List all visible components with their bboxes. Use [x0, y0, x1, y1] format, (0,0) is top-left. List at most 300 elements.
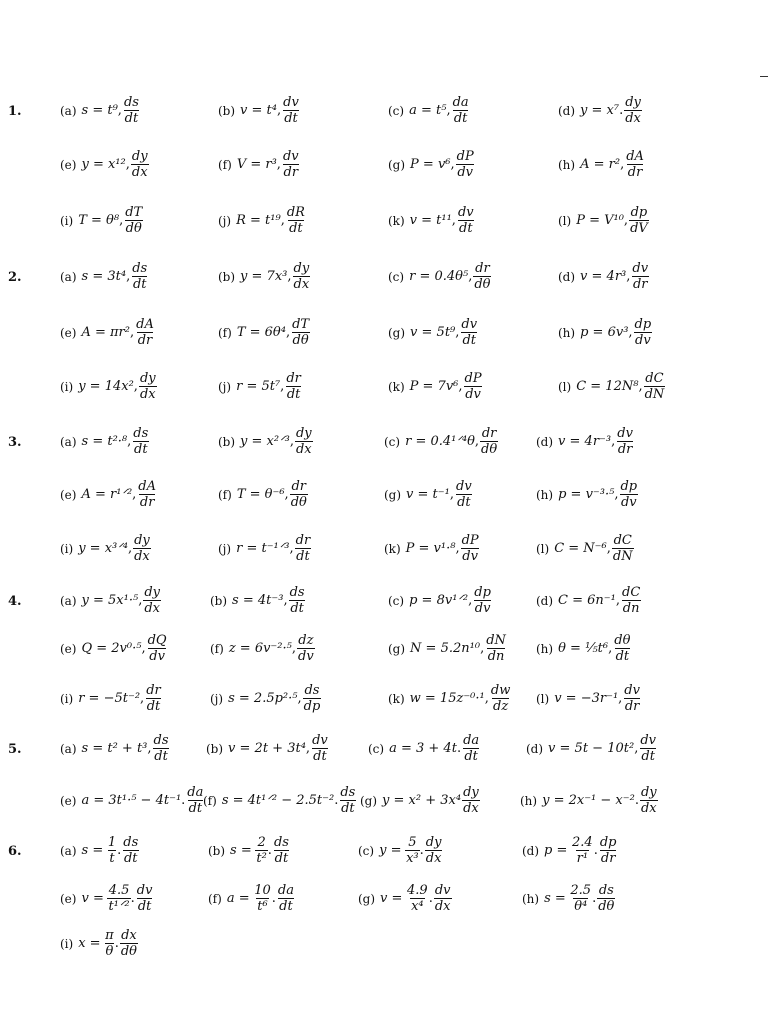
function-fraction-numerator: 2.4	[572, 835, 593, 850]
separator: ,	[141, 641, 146, 656]
derivative-fraction	[135, 318, 155, 347]
function-expression: A = r²	[580, 157, 621, 172]
separator: ,	[458, 379, 463, 394]
derivative-fraction-denominator: dx	[293, 277, 310, 292]
function-expression: v = −3r⁻¹	[554, 691, 619, 706]
separator: ,	[117, 103, 122, 118]
separator: .	[117, 843, 122, 858]
function-expression	[227, 884, 272, 913]
item-label: (k)	[388, 379, 405, 394]
exercise-item	[388, 684, 511, 713]
derivative-fraction-denominator: dt	[615, 649, 630, 664]
function-expression: R = t¹⁹	[236, 213, 281, 228]
derivative-fraction-denominator: dt	[457, 495, 471, 510]
function-expression: p = v⁻³·⁵	[558, 487, 615, 502]
item-label: (d)	[558, 103, 576, 118]
item-label: (f)	[203, 793, 217, 808]
exercise-item	[218, 96, 300, 125]
derivative-fraction	[460, 318, 478, 347]
exercise-item	[558, 206, 649, 235]
margin-mark	[760, 76, 768, 77]
exercise-item	[218, 318, 310, 347]
derivative-fraction-numerator: dC	[645, 371, 664, 386]
derivative-fraction-denominator: dx	[131, 165, 148, 180]
derivative-fraction-numerator: dp	[599, 835, 617, 850]
derivative-fraction-denominator: dθ	[598, 899, 615, 914]
function-expression: v = 5t − 10t²	[548, 741, 635, 756]
derivative-fraction	[290, 480, 308, 509]
function-expression: s = 3t⁴	[81, 269, 127, 284]
item-label: (h)	[536, 487, 554, 502]
derivative-fraction-denominator: dθ	[290, 495, 307, 510]
item-label: (g)	[360, 793, 378, 808]
derivative-fraction	[425, 836, 443, 865]
derivative-fraction-denominator: dt	[459, 221, 473, 236]
derivative-fraction	[277, 884, 295, 913]
derivative-fraction	[599, 836, 618, 865]
derivative-fraction-numerator: dP	[464, 371, 482, 386]
exercise-item	[60, 634, 168, 663]
exercise-item	[203, 786, 356, 815]
function-fraction-denominator: t	[109, 851, 115, 866]
separator: ,	[132, 487, 137, 502]
function-expression: P = v¹·⁸	[405, 541, 456, 556]
exercise-item	[210, 634, 315, 663]
separator: ,	[283, 593, 288, 608]
separator: ,	[623, 213, 629, 228]
function-expression: r = 0.4¹ᐟ⁴θ	[405, 434, 475, 449]
derivative-fraction-numerator: dy	[134, 533, 150, 548]
separator: ,	[305, 741, 311, 756]
derivative-fraction	[597, 884, 615, 913]
function-fraction-numerator: 1	[107, 835, 117, 850]
separator: .	[334, 793, 339, 808]
derivative-fraction	[640, 786, 658, 815]
function-expression: A = πr²	[81, 325, 130, 340]
derivative-fraction	[131, 150, 149, 179]
item-label: (f)	[218, 157, 232, 172]
item-label: (f)	[208, 891, 222, 906]
derivative-fraction	[621, 586, 641, 615]
derivative-fraction-denominator: dN	[612, 549, 633, 564]
item-label: (e)	[60, 891, 77, 906]
derivative-fraction-denominator: dr	[283, 165, 299, 180]
derivative-fraction-numerator: dy	[640, 785, 657, 800]
derivative-fraction	[122, 836, 139, 865]
function-expression	[380, 884, 429, 913]
exercise-item	[558, 262, 649, 291]
function-expression: y = x¹²	[81, 157, 126, 172]
item-label: (i)	[60, 541, 74, 556]
derivative-fraction-numerator: ds	[340, 785, 356, 800]
derivative-fraction	[295, 427, 313, 456]
derivative-fraction	[339, 786, 356, 815]
function-fraction	[405, 836, 420, 865]
function-fraction-numerator: 2	[257, 835, 266, 850]
item-label: (j)	[218, 541, 232, 556]
exercise-item	[218, 150, 300, 179]
exercise-item	[520, 786, 658, 815]
derivative-fraction-numerator: dr	[291, 479, 307, 494]
separator: ,	[468, 593, 473, 608]
derivative-fraction-denominator: dt	[284, 111, 298, 126]
exercise-item	[536, 480, 638, 509]
exercise-item	[60, 836, 139, 865]
function-expression: y = x² + 3x⁴	[382, 793, 462, 808]
item-label: (l)	[558, 379, 572, 394]
derivative-fraction-denominator: dθ	[120, 944, 138, 959]
derivative-fraction-numerator: dr	[286, 371, 301, 386]
function-expression: A = r¹ᐟ²	[81, 487, 133, 502]
item-label: (c)	[388, 103, 405, 118]
derivative-fraction	[120, 929, 138, 958]
derivative-fraction	[452, 96, 470, 125]
function-expression: v = t¹¹	[409, 213, 452, 228]
function-expression: T = θ⁸	[78, 213, 120, 228]
item-label: (i)	[60, 213, 74, 228]
exercise-item	[388, 318, 478, 347]
item-label: (d)	[536, 593, 554, 608]
derivative-fraction-denominator: dN	[644, 387, 665, 402]
exercise-item	[536, 427, 634, 456]
derivative-fraction-numerator: dT	[125, 205, 143, 220]
function-expression: P = V¹⁰	[576, 213, 624, 228]
exercise-item	[388, 634, 507, 663]
derivative-fraction-numerator: dz	[298, 633, 314, 648]
derivative-fraction	[285, 372, 302, 401]
separator: ,	[468, 269, 473, 284]
item-label: (f)	[210, 641, 224, 656]
item-label: (l)	[536, 541, 550, 556]
item-label: (g)	[388, 641, 406, 656]
derivative-fraction	[124, 206, 143, 235]
function-fraction-denominator: t¹ᐟ²	[108, 899, 130, 914]
exercise-item	[206, 734, 329, 763]
exercise-item	[208, 836, 290, 865]
derivative-fraction-numerator: dr	[481, 426, 497, 441]
derivative-fraction-denominator: dx	[625, 111, 641, 126]
derivative-fraction-denominator: dv	[635, 333, 651, 348]
item-label: (k)	[388, 213, 405, 228]
function-expression: s = 4t⁻³	[232, 593, 284, 608]
derivative-fraction-denominator: dt	[641, 749, 655, 764]
function-expression: N = 5.2n¹⁰	[410, 641, 481, 656]
item-label: (b)	[218, 269, 236, 284]
separator: ,	[280, 213, 285, 228]
separator: ,	[127, 541, 133, 556]
separator: ,	[297, 691, 302, 706]
function-lhs: v =	[81, 891, 104, 906]
separator: ,	[628, 325, 633, 340]
derivative-fraction-denominator: dt	[146, 699, 161, 714]
exercise-item	[60, 372, 157, 401]
derivative-fraction	[462, 786, 480, 815]
derivative-fraction-numerator: dP	[461, 533, 479, 548]
derivative-fraction-denominator: dx	[295, 442, 312, 457]
item-label: (d)	[526, 741, 544, 756]
function-expression: a = 3t¹·⁵ − 4t⁻¹	[81, 793, 182, 808]
derivative-fraction	[139, 372, 157, 401]
item-label: (l)	[536, 691, 550, 706]
item-label: (h)	[558, 157, 576, 172]
derivative-fraction-denominator: dt	[290, 601, 304, 616]
separator: .	[619, 103, 624, 118]
separator: ,	[138, 593, 143, 608]
derivative-fraction-denominator: dr	[617, 442, 633, 457]
derivative-fraction	[619, 480, 638, 509]
derivative-fraction	[462, 734, 480, 763]
derivative-fraction-denominator: dt	[289, 221, 303, 236]
function-expression	[544, 836, 594, 865]
function-expression: T = 6θ⁴	[236, 325, 286, 340]
exercise-item	[60, 534, 151, 563]
exercise-item	[60, 480, 157, 509]
function-fraction-numerator: π	[105, 928, 114, 943]
function-expression	[379, 836, 420, 865]
exercise-item	[558, 96, 642, 125]
separator: ,	[147, 741, 152, 756]
exercise-item	[218, 427, 313, 456]
derivative-fraction	[145, 684, 162, 713]
derivative-fraction	[612, 534, 634, 563]
derivative-fraction-numerator: dy	[425, 835, 442, 850]
function-expression: s = t² + t³	[81, 741, 148, 756]
derivative-fraction-numerator: dθ	[614, 633, 631, 648]
exercise-item	[536, 586, 641, 615]
derivative-fraction-denominator: dx	[425, 851, 442, 866]
derivative-fraction-denominator: dn	[622, 601, 640, 616]
separator: ,	[474, 434, 480, 449]
derivative-fraction-denominator: dt	[134, 442, 148, 457]
function-lhs: p =	[544, 843, 568, 858]
derivative-fraction-numerator: dv	[640, 733, 656, 748]
exercise-item	[522, 836, 618, 865]
derivative-fraction-numerator: dv	[136, 883, 153, 898]
derivative-fraction-numerator: dy	[293, 261, 310, 276]
exercise-item	[60, 586, 161, 615]
derivative-fraction-denominator: dx	[134, 549, 150, 564]
item-label: (k)	[384, 541, 401, 556]
derivative-fraction-numerator: dy	[625, 95, 641, 110]
derivative-fraction	[143, 586, 161, 615]
function-fraction-denominator: r¹	[576, 851, 589, 866]
item-label: (e)	[60, 325, 77, 340]
item-label: (j)	[210, 691, 224, 706]
item-label: (d)	[536, 434, 554, 449]
item-label: (a)	[60, 843, 77, 858]
separator: ,	[449, 487, 454, 502]
derivative-fraction	[311, 734, 329, 763]
derivative-fraction-denominator: dt	[462, 333, 477, 348]
item-label: (c)	[388, 269, 405, 284]
derivative-fraction-numerator: dC	[613, 533, 632, 548]
derivative-fraction-numerator: ds	[132, 261, 148, 276]
function-expression: s = 2.5p²·⁵	[228, 691, 298, 706]
item-label: (g)	[384, 487, 402, 502]
derivative-fraction-numerator: ds	[304, 683, 320, 698]
separator: ,	[291, 641, 296, 656]
exercise-item	[360, 786, 480, 815]
function-fraction-denominator: x⁴	[411, 899, 424, 914]
derivative-fraction	[297, 634, 315, 663]
exercise-item	[218, 262, 310, 291]
function-expression: v = 2t + 3t⁴	[228, 741, 306, 756]
item-label: (j)	[218, 213, 232, 228]
function-fraction-numerator: 4.9	[407, 883, 428, 898]
derivative-fraction-denominator: dr	[624, 699, 640, 714]
item-label: (e)	[60, 157, 77, 172]
derivative-fraction-numerator: da	[277, 883, 294, 898]
function-expression: v = 5t⁹	[410, 325, 456, 340]
separator: ,	[638, 379, 643, 394]
item-label: (a)	[60, 269, 77, 284]
function-lhs: s =	[81, 843, 104, 858]
separator: ,	[484, 691, 489, 706]
derivative-fraction	[286, 206, 306, 235]
exercise-item	[358, 884, 452, 913]
item-label: (c)	[368, 741, 385, 756]
exercise-item	[536, 684, 641, 713]
function-fraction	[406, 884, 429, 913]
function-expression: p = 6v³	[580, 325, 629, 340]
function-fraction-denominator: θ	[105, 944, 114, 959]
derivative-fraction-denominator: dv	[457, 165, 474, 180]
derivative-fraction	[623, 684, 641, 713]
question-number: 5.	[8, 742, 22, 757]
function-expression: C = 12N⁸	[576, 379, 639, 394]
exercise-item	[558, 318, 652, 347]
derivative-fraction	[295, 534, 312, 563]
function-expression: s = t²·⁸	[81, 434, 128, 449]
question-number: 3.	[8, 435, 22, 450]
derivative-fraction-numerator: dy	[139, 371, 156, 386]
derivative-fraction-numerator: dT	[292, 317, 310, 332]
item-label: (f)	[218, 487, 232, 502]
separator: ,	[276, 157, 281, 172]
derivative-fraction-denominator: dθ	[481, 442, 498, 457]
item-label: (d)	[558, 269, 576, 284]
function-expression: C = N⁻⁶	[554, 541, 607, 556]
derivative-fraction	[273, 836, 290, 865]
function-expression	[544, 884, 592, 913]
derivative-fraction-numerator: ds	[273, 835, 289, 850]
question-number: 4.	[8, 594, 22, 609]
derivative-fraction-numerator: dr	[475, 261, 490, 276]
derivative-fraction	[629, 206, 649, 235]
derivative-fraction-denominator: dx	[144, 601, 160, 616]
function-expression: y = 7x³	[240, 269, 288, 284]
item-label: (e)	[60, 487, 77, 502]
function-lhs: v =	[380, 891, 403, 906]
function-fraction	[569, 884, 592, 913]
derivative-fraction-denominator: dr	[139, 495, 155, 510]
item-label: (b)	[206, 741, 224, 756]
derivative-fraction	[282, 96, 300, 125]
derivative-fraction-numerator: dv	[312, 733, 328, 748]
derivative-fraction-numerator: da	[452, 95, 469, 110]
derivative-fraction	[291, 318, 310, 347]
derivative-fraction	[123, 96, 140, 125]
derivative-fraction	[153, 734, 170, 763]
function-expression: s = t⁹	[81, 103, 118, 118]
derivative-fraction-denominator: dt	[464, 749, 478, 764]
item-label: (b)	[218, 103, 236, 118]
derivative-fraction-denominator: dv	[620, 495, 637, 510]
function-expression: a = 3 + 4t	[389, 741, 457, 756]
exercise-item	[60, 734, 170, 763]
separator: ,	[119, 213, 124, 228]
function-fraction-denominator: θ⁴	[574, 899, 588, 914]
derivative-fraction	[624, 96, 642, 125]
separator: .	[456, 741, 462, 756]
item-label: (h)	[520, 793, 538, 808]
derivative-fraction-denominator: dv	[462, 549, 478, 564]
exercise-item	[536, 534, 634, 563]
separator: ,	[140, 691, 145, 706]
exercise-item	[208, 884, 295, 913]
function-expression: v = t⁻¹	[406, 487, 450, 502]
derivative-fraction	[473, 586, 492, 615]
separator: .	[592, 891, 597, 906]
separator: ,	[614, 487, 619, 502]
derivative-fraction-denominator: dt	[188, 801, 203, 816]
item-label: (g)	[388, 325, 406, 340]
separator: ,	[608, 641, 613, 656]
function-expression	[82, 836, 118, 865]
exercise-item	[218, 206, 306, 235]
derivative-fraction-numerator: dP	[456, 149, 474, 164]
derivative-fraction-numerator: dw	[490, 683, 511, 698]
derivative-fraction-numerator: dv	[461, 317, 478, 332]
derivative-fraction	[473, 262, 491, 291]
function-expression: s = 4t¹ᐟ² − 2.5t⁻²	[221, 793, 335, 808]
exercise-item	[210, 586, 306, 615]
derivative-fraction	[480, 427, 498, 456]
separator: ,	[289, 541, 294, 556]
derivative-fraction-denominator: dr	[600, 851, 616, 866]
function-fraction	[107, 884, 130, 913]
separator: ,	[276, 103, 282, 118]
derivative-fraction-numerator: dv	[617, 426, 633, 441]
derivative-fraction-denominator: dt	[313, 749, 327, 764]
item-label: (c)	[388, 593, 405, 608]
derivative-fraction-numerator: dy	[144, 585, 161, 600]
derivative-fraction-denominator: dθ	[125, 221, 142, 236]
function-expression	[230, 836, 268, 865]
separator: ,	[127, 434, 132, 449]
exercise-item	[558, 150, 645, 179]
function-expression: Q = 2v⁰·⁵	[81, 641, 142, 656]
function-expression: y = x³ᐟ⁴	[78, 541, 128, 556]
function-lhs: x =	[78, 936, 101, 951]
separator: .	[271, 891, 276, 906]
derivative-fraction	[303, 684, 322, 713]
derivative-fraction-denominator: dx	[463, 801, 479, 816]
item-label: (d)	[522, 843, 540, 858]
derivative-fraction-numerator: dA	[136, 317, 154, 332]
derivative-fraction-numerator: dN	[486, 633, 506, 648]
item-label: (c)	[384, 434, 401, 449]
item-label: (i)	[60, 691, 74, 706]
item-label: (h)	[522, 891, 540, 906]
derivative-fraction-denominator: dt	[154, 749, 168, 764]
derivative-fraction-denominator: dp	[303, 699, 321, 714]
separator: .	[130, 891, 135, 906]
function-expression: P = 7v⁶	[409, 379, 459, 394]
item-label: (c)	[358, 843, 375, 858]
function-expression	[78, 929, 115, 958]
exercise-item	[218, 534, 311, 563]
